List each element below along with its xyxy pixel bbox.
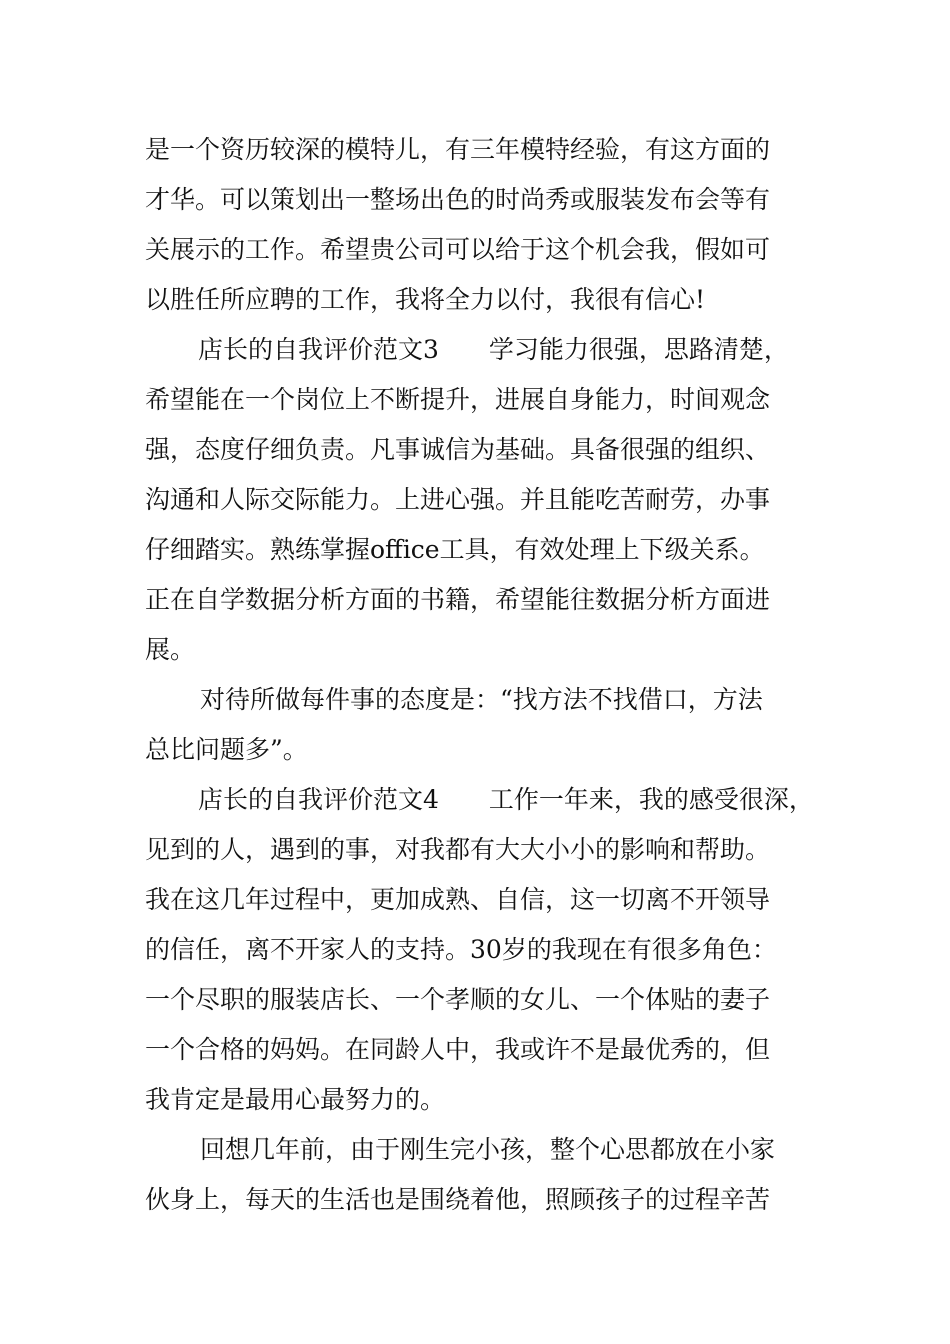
text-line: 才华。可以策划出一整场出色的时尚秀或服装发布会等有 [145, 185, 771, 214]
text-line: 一个合格的妈妈。在同龄人中，我或许不是最优秀的，但 [145, 1035, 771, 1064]
text-line: 正在自学数据分析方面的书籍，希望能往数据分析方面进 [145, 585, 771, 614]
text-line: 以胜任所应聘的工作，我将全力以付，我很有信心! [145, 285, 706, 314]
text-line: 见到的人，遇到的事，对我都有大大小小的影响和帮助。 [145, 835, 771, 864]
text-line: 希望能在一个岗位上不断提升，进展自身能力，时间观念 [145, 385, 771, 414]
text-line: 我在这几年过程中，更加成熟、自信，这一切离不开领导 [145, 885, 771, 914]
section-heading-line: 店长的自我评价范文3 学习能力很强，思路清楚， [198, 335, 789, 364]
text-line: 展。 [145, 635, 196, 664]
section-heading-line: 店长的自我评价范文4 工作一年来，我的感受很深， [198, 785, 814, 814]
text-line: 强，态度仔细负责。凡事诚信为基础。具备很强的组织、 [145, 435, 771, 464]
text-line: 是一个资历较深的模特儿，有三年模特经验，有这方面的 [145, 135, 771, 164]
text-line: 沟通和人际交际能力。上进心强。并且能吃苦耐劳，办事 [145, 485, 771, 514]
text-line: 仔细踏实。熟练掌握office工具，有效处理上下级关系。 [145, 535, 765, 564]
text-line: 对待所做每件事的态度是：“找方法不找借口，方法 [200, 685, 763, 714]
text-line: 的信任，离不开家人的支持。30岁的我现在有很多角色： [145, 935, 777, 964]
text-line: 我肯定是最用心最努力的。 [145, 1085, 446, 1114]
text-line: 一个尽职的服装店长、一个孝顺的女儿、一个体贴的妻子 [145, 985, 771, 1014]
text-line: 总比问题多”。 [145, 735, 308, 764]
text-line: 回想几年前，由于刚生完小孩，整个心思都放在小家 [200, 1135, 776, 1164]
text-line: 伙身上，每天的生活也是围绕着他，照顾孩子的过程辛苦 [145, 1185, 771, 1214]
text-line: 关展示的工作。希望贵公司可以给于这个机会我，假如可 [145, 235, 771, 264]
